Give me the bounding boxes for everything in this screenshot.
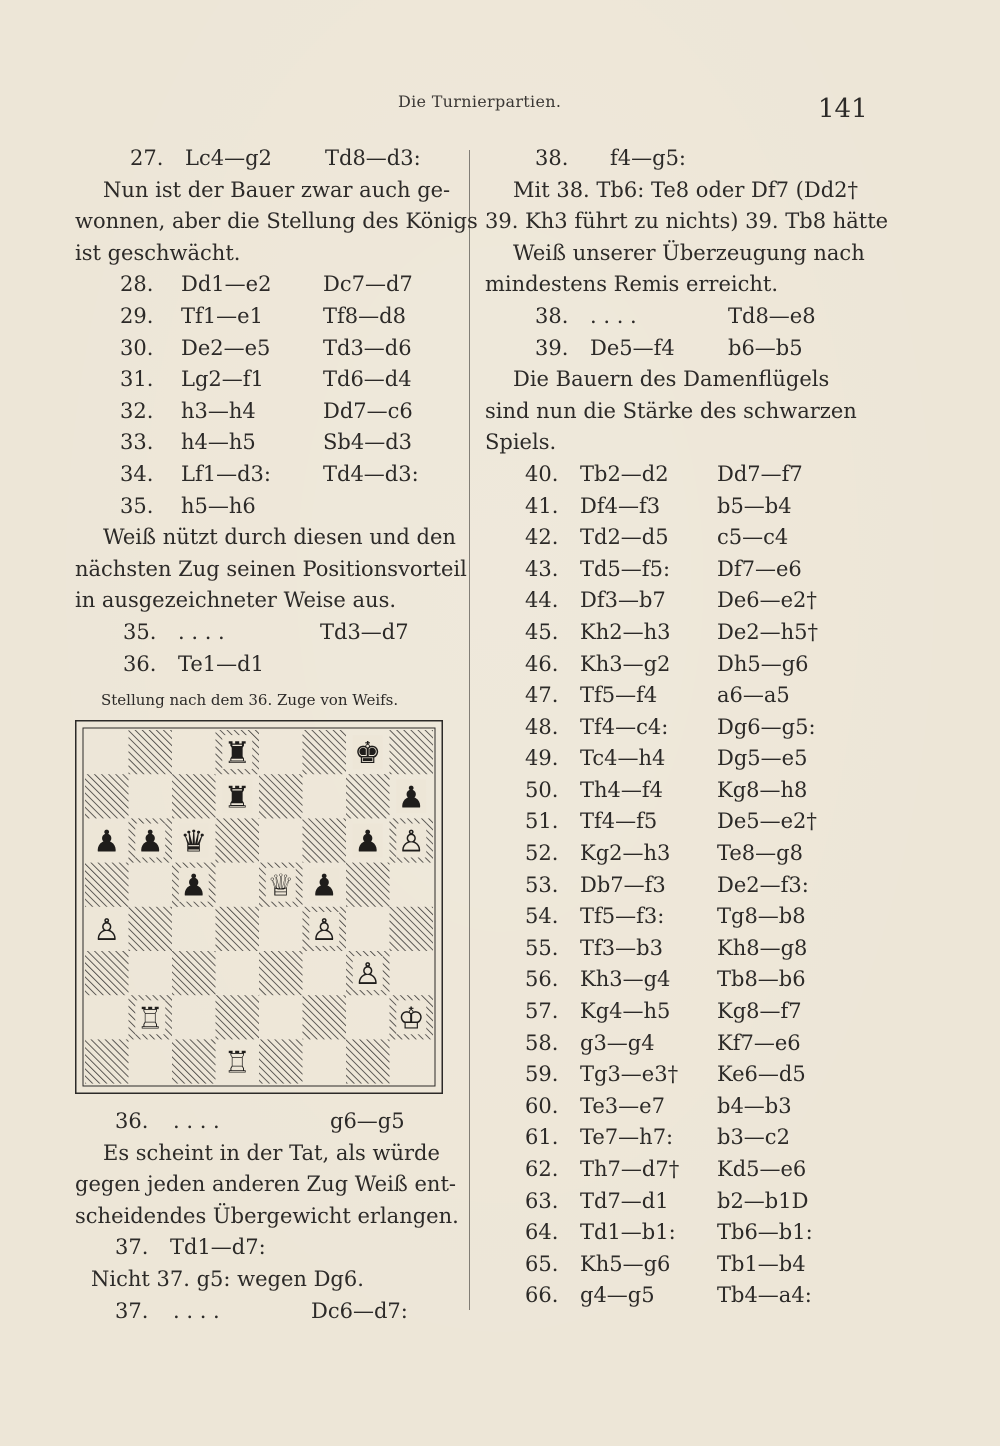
- chess-piece: ♜: [223, 736, 251, 772]
- move-num: 61.: [525, 1125, 559, 1150]
- column-divider: [469, 150, 470, 1310]
- move-num: 32.: [120, 398, 154, 423]
- dark-square: [216, 907, 260, 951]
- move-white: Th7—d7†: [580, 1157, 680, 1181]
- move-num: 46.: [525, 651, 559, 676]
- move-row: [75, 617, 460, 649]
- chess-board: [75, 720, 443, 1094]
- move-black: Kf7—e6: [717, 1030, 801, 1055]
- move-row: [485, 459, 865, 491]
- move-white: Kg4—h5: [580, 999, 671, 1024]
- move-num: 59.: [525, 1062, 559, 1087]
- move-row: [485, 333, 865, 365]
- move-num: 54.: [525, 904, 559, 929]
- move-row: 38. f4—g5:: [535, 146, 687, 170]
- move-row: [75, 427, 460, 459]
- move-num: 42.: [525, 525, 559, 550]
- move-black: Tb1—b4: [717, 1251, 806, 1276]
- move-black: Td3—d7: [320, 619, 409, 644]
- move-white: Kh2—h3: [580, 619, 671, 644]
- move-row: [485, 964, 865, 996]
- move-num: 56.: [525, 967, 559, 992]
- move-num: 63.: [525, 1188, 559, 1213]
- commentary-paragraph: Nicht 37. g5: wegen Dg6.: [91, 1267, 364, 1292]
- move-row: [75, 649, 460, 681]
- move-row: [485, 712, 865, 744]
- move-black: Tg8—b8: [717, 904, 806, 929]
- move-row: [75, 269, 460, 301]
- move-num: 30.: [120, 335, 154, 360]
- move-row: [485, 933, 865, 965]
- move-black: Kg8—h8: [717, 777, 808, 802]
- move-row: [485, 1122, 865, 1154]
- move-num: 57.: [525, 999, 559, 1024]
- move-row: [485, 1249, 865, 1281]
- move-black: Tb8—b6: [717, 967, 806, 992]
- dark-square: [346, 863, 390, 907]
- move-white: Tf1—e1: [181, 303, 263, 328]
- move-white: Td1—b1:: [580, 1220, 676, 1245]
- move-row: [485, 806, 865, 838]
- chess-piece: ♙: [397, 824, 425, 860]
- move-row: [485, 996, 865, 1028]
- move-black: Dg6—g5:: [717, 714, 816, 739]
- move-num: 48.: [525, 714, 559, 739]
- move-row: [485, 743, 865, 775]
- move-white: h4—h5: [181, 430, 256, 455]
- move-list: [75, 617, 460, 680]
- move-num: 34.: [120, 461, 154, 486]
- move-num: 33.: [120, 430, 154, 455]
- chess-piece: ♟: [180, 868, 208, 904]
- chess-piece: ♛: [180, 824, 208, 860]
- move-list: [485, 459, 865, 1312]
- move-num: 38.: [535, 303, 569, 328]
- move-black: De5—e2†: [717, 809, 817, 834]
- move-black: b3—c2: [717, 1125, 790, 1150]
- dark-square: [259, 951, 303, 995]
- move-white: Tf5—f4: [580, 683, 658, 708]
- move-white: De2—e5: [181, 335, 271, 360]
- chess-piece: ♟: [136, 824, 164, 860]
- commentary-paragraph: Weiß nützt durch diesen und den nächsten Zug seinen Positionsvorteil in ausgezeichneter Weise aus.: [75, 525, 467, 613]
- diagram-caption: Stellung nach dem 36. Zuge von Weifs.: [101, 691, 399, 710]
- dark-square: [259, 1039, 303, 1083]
- move-num: 47.: [525, 683, 559, 708]
- move-black: Tb4—a4:: [717, 1283, 812, 1308]
- move-black: Tb6—b1:: [717, 1220, 813, 1245]
- move-white: . . . .: [590, 303, 637, 328]
- move-black: Te8—g8: [717, 841, 803, 866]
- move-num: 40.: [525, 461, 559, 486]
- move-num: 29.: [120, 303, 154, 328]
- commentary-paragraph: Es scheint in der Tat, als würde gegen jeden anderen Zug Weiß ent- scheidendes Übergewicht erlangen.: [75, 1140, 459, 1228]
- move-white: Te1—d1: [178, 651, 264, 676]
- move-num: 36.: [123, 651, 157, 676]
- move-white: Td5—f5:: [580, 556, 671, 581]
- move-row: [75, 333, 460, 365]
- move-white: De5—f4: [590, 335, 675, 360]
- move-black: De2—h5†: [717, 619, 819, 644]
- move-row: [485, 491, 865, 523]
- move-white: Db7—f3: [580, 872, 666, 897]
- move-black: De6—e2†: [717, 588, 817, 613]
- dark-square: [303, 995, 347, 1039]
- move-black: Dg5—e5: [717, 746, 808, 771]
- move-black: Kg8—f7: [717, 999, 802, 1024]
- move-black: b2—b1D: [717, 1188, 809, 1213]
- move-black: Sb4—d3: [323, 430, 412, 455]
- right-column: [485, 143, 889, 1312]
- move-row: [75, 396, 460, 428]
- move-white: Tf4—c4:: [580, 714, 669, 739]
- move-num: 35.: [123, 619, 157, 644]
- commentary-paragraph: Die Bauern des Damenflügels sind nun die Stärke des schwarzen Spiels.: [485, 367, 857, 455]
- chess-piece: ♙: [93, 912, 121, 948]
- commentary-paragraph: Nun ist der Bauer zwar auch ge- wonnen, aber die Stellung des Königs ist geschwächt.: [75, 177, 478, 265]
- running-title: Die Turnierpartien.: [398, 92, 562, 111]
- move-row: [485, 1186, 865, 1218]
- chess-piece: ♖: [136, 1001, 164, 1037]
- move-white: Te7—h7:: [580, 1125, 674, 1150]
- move-row: [485, 775, 865, 807]
- move-num: 52.: [525, 841, 559, 866]
- move-num: 55.: [525, 935, 559, 960]
- dark-square: [172, 951, 216, 995]
- move-num: 51.: [525, 809, 559, 834]
- move-row: 37. . . . . Dc6—d7:: [115, 1298, 408, 1323]
- move-black: Kd5—e6: [717, 1157, 807, 1181]
- move-row: [485, 680, 865, 712]
- move-black: b5—b4: [717, 493, 792, 518]
- move-num: 43.: [525, 556, 559, 581]
- move-black: Dc7—d7: [323, 272, 413, 297]
- page-number: 141: [818, 94, 868, 124]
- move-white: Tb2—d2: [580, 461, 669, 486]
- move-row: [485, 301, 865, 333]
- move-row: [485, 901, 865, 933]
- dark-square: [172, 774, 216, 818]
- move-num: 45.: [525, 619, 559, 644]
- move-row: [75, 301, 460, 333]
- dark-square: [172, 1039, 216, 1083]
- move-row: [75, 459, 460, 491]
- chess-piece: ♙: [354, 957, 382, 993]
- move-num: 35.: [120, 493, 154, 518]
- move-row: 37. Td1—d7:: [115, 1235, 266, 1260]
- move-white: Tc4—h4: [580, 746, 666, 771]
- move-num: 44.: [525, 588, 559, 613]
- move-num: 41.: [525, 493, 559, 518]
- dark-square: [85, 1039, 129, 1083]
- chess-piece: ♔: [397, 1001, 425, 1037]
- move-black: b6—b5: [728, 335, 803, 360]
- move-white: Te3—e7: [580, 1093, 665, 1118]
- move-row: [485, 1091, 865, 1123]
- move-white: Tf3—b3: [580, 935, 663, 960]
- move-row: [485, 617, 865, 649]
- move-white: Th4—f4: [580, 777, 664, 802]
- move-white: Dd1—e2: [181, 272, 272, 297]
- move-num: 31.: [120, 367, 154, 392]
- move-list: [75, 269, 460, 522]
- move-white: . . . .: [178, 619, 225, 644]
- move-white: Kh3—g4: [580, 967, 671, 992]
- move-row: [485, 870, 865, 902]
- move-num: 66.: [525, 1283, 559, 1308]
- move-num: 64.: [525, 1220, 559, 1245]
- move-black: Tf8—d8: [323, 303, 406, 328]
- move-row: [485, 1028, 865, 1060]
- move-white: Kh3—g2: [580, 651, 671, 676]
- move-row: [485, 1280, 865, 1312]
- dark-square: [216, 995, 260, 1039]
- move-white: Kg2—h3: [580, 841, 671, 866]
- move-num: 39.: [535, 335, 569, 360]
- move-row: [485, 522, 865, 554]
- move-black: Td8—e8: [728, 303, 816, 328]
- move-black: Ke6—d5: [717, 1062, 806, 1087]
- dark-square: [85, 951, 129, 995]
- move-white: Df3—b7: [580, 588, 666, 613]
- dark-square: [390, 907, 434, 951]
- move-white: Lg2—f1: [181, 367, 264, 392]
- chess-piece: ♚: [354, 736, 382, 772]
- move-black: a6—a5: [717, 683, 790, 708]
- move-row: [485, 1154, 865, 1186]
- dark-square: [216, 818, 260, 862]
- chess-piece: ♟: [310, 868, 338, 904]
- dark-square: [129, 730, 173, 774]
- move-row: [485, 554, 865, 586]
- move-num: 58.: [525, 1030, 559, 1055]
- dark-square: [85, 774, 129, 818]
- chess-piece: ♖: [223, 1045, 251, 1081]
- dark-square: [303, 818, 347, 862]
- move-num: 60.: [525, 1093, 559, 1118]
- move-white: Df4—f3: [580, 493, 661, 518]
- move-black: Td6—d4: [323, 367, 412, 392]
- move-black: De2—f3:: [717, 872, 809, 897]
- move-num: 28.: [120, 272, 154, 297]
- left-column: [75, 143, 478, 1327]
- move-white: Tf5—f3:: [580, 904, 665, 929]
- move-num: 53.: [525, 872, 559, 897]
- dark-square: [259, 774, 303, 818]
- move-num: 49.: [525, 746, 559, 771]
- move-black: Td4—d3:: [323, 461, 419, 486]
- move-white: g4—g5: [580, 1283, 655, 1308]
- chess-piece: ♟: [397, 780, 425, 816]
- move-row: [485, 838, 865, 870]
- dark-square: [390, 730, 434, 774]
- move-black: c5—c4: [717, 525, 789, 550]
- chess-piece: ♙: [310, 912, 338, 948]
- move-white: Kh5—g6: [580, 1251, 671, 1276]
- move-black: Dh5—g6: [717, 651, 809, 676]
- move-black: Td3—d6: [323, 335, 412, 360]
- move-white: Td7—d1: [580, 1188, 669, 1213]
- commentary-paragraph: Mit 38. Tb6: Te8 oder Df7 (Dd2† 39. Kh3 führt zu nichts) 39. Tb8 hätte Weiß unserer Überzeugung nach mindestens Remis erreicht.: [485, 177, 889, 297]
- move-white: h5—h6: [181, 493, 256, 518]
- chess-piece: ♟: [354, 824, 382, 860]
- move-black: b4—b3: [717, 1093, 792, 1118]
- move-black: Df7—e6: [717, 556, 802, 581]
- move-white: Tf4—f5: [580, 809, 658, 834]
- move-white: g3—g4: [580, 1030, 655, 1055]
- move-row: [485, 585, 865, 617]
- move-row: [485, 649, 865, 681]
- chess-piece: ♜: [223, 780, 251, 816]
- move-white: h3—h4: [181, 398, 256, 423]
- move-list: [485, 301, 865, 364]
- chess-diagram: [75, 720, 443, 1106]
- move-white: Td2—d5: [580, 525, 669, 550]
- chess-piece: ♟: [93, 824, 121, 860]
- move-white: Tg3—e3†: [580, 1062, 679, 1087]
- move-row: [75, 491, 460, 523]
- dark-square: [303, 730, 347, 774]
- move-row: [75, 364, 460, 396]
- move-row: [485, 1217, 865, 1249]
- move-num: 62.: [525, 1157, 559, 1181]
- move-row: 27. Lc4—g2 Td8—d3:: [130, 146, 421, 170]
- move-row: 36. . . . . g6—g5: [115, 1109, 405, 1134]
- move-black: Dd7—c6: [323, 398, 413, 423]
- move-num: 50.: [525, 777, 559, 802]
- move-row: [485, 1059, 865, 1091]
- dark-square: [129, 907, 173, 951]
- dark-square: [346, 774, 390, 818]
- dark-square: [85, 863, 129, 907]
- move-num: 65.: [525, 1251, 559, 1276]
- dark-square: [346, 1039, 390, 1083]
- chess-piece: ♕: [267, 868, 295, 904]
- move-black: Dd7—f7: [717, 461, 803, 486]
- move-black: Kh8—g8: [717, 935, 808, 960]
- move-white: Lf1—d3:: [181, 461, 271, 486]
